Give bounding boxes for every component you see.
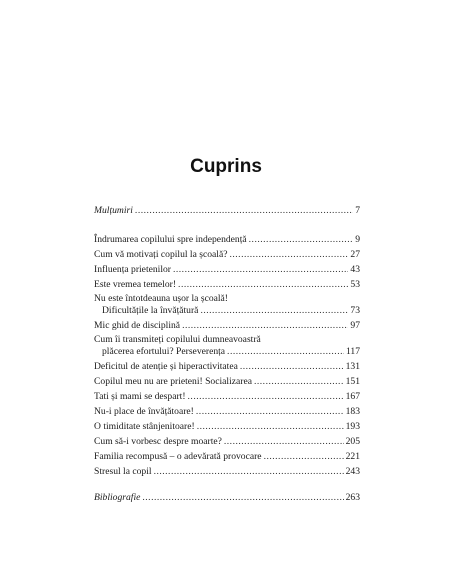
toc-entry	[94, 234, 360, 246]
toc-entry-title: Dificultățile la învățătură	[102, 305, 199, 316]
toc-entry-page: 97	[350, 320, 360, 331]
toc-entry-title: Bibliografie	[94, 492, 141, 503]
toc-leader-dots	[154, 466, 344, 478]
toc-entry-title: O timiditate stânjenitoare!	[94, 421, 195, 432]
toc-entry	[94, 361, 360, 373]
toc-entry-title: Este vremea temelor!	[94, 279, 177, 290]
toc-leader-dots	[229, 249, 348, 261]
toc-entry	[94, 406, 360, 418]
toc-entry-page: 205	[345, 436, 360, 447]
toc-entry-continuation	[94, 346, 360, 358]
toc-entry-page: 243	[345, 466, 360, 477]
toc-leader-dots	[240, 361, 344, 373]
toc-entry-title: Copilul meu nu are prieteni! Socializarea	[94, 376, 252, 387]
toc-leader-dots	[197, 421, 344, 433]
toc-leader-dots	[178, 279, 348, 291]
toc-entry-title: Tati și mami se despart!	[94, 391, 186, 402]
toc-entry	[94, 391, 360, 403]
toc-entry	[94, 293, 360, 305]
toc-entry-title: Familia recompusă – o adevărată provocare	[94, 451, 262, 462]
toc-entry-continuation	[94, 305, 360, 317]
toc-entry-title: Mulțumiri	[94, 205, 133, 216]
toc-entry-title: Stresul la copil	[94, 466, 152, 477]
toc-leader-dots	[224, 436, 344, 448]
toc-entry	[94, 334, 360, 346]
toc-entry-page: 53	[350, 279, 360, 290]
toc-entry-page: 73	[350, 305, 360, 316]
toc-entry	[94, 320, 360, 332]
toc-entry-page: 221	[345, 451, 360, 462]
toc-leader-dots	[173, 264, 348, 276]
toc-entry-page: 183	[345, 406, 360, 417]
toc-entry-title: Mic ghid de disciplină	[94, 320, 181, 331]
toc-entry	[94, 264, 360, 276]
toc-leader-dots	[249, 234, 354, 246]
toc-entry	[94, 436, 360, 448]
toc-entry-page: 7	[355, 205, 360, 216]
toc-leader-dots	[264, 451, 344, 463]
toc-entry	[94, 279, 360, 291]
toc-entry	[94, 421, 360, 433]
toc-entry-title: Nu este întotdeauna ușor la școală!	[94, 293, 228, 304]
page-title: Cuprins	[190, 156, 262, 177]
toc-entry-page: 263	[345, 492, 360, 503]
toc-leader-dots	[227, 346, 344, 358]
toc-entry-page: 43	[350, 264, 360, 275]
toc-entry	[94, 466, 360, 478]
toc-entry-page: 193	[345, 421, 360, 432]
toc-entry	[94, 249, 360, 261]
toc-leader-dots	[254, 376, 344, 388]
toc-entry-page: 167	[345, 391, 360, 402]
toc-entry-title: Deficitul de atenție și hiperactivitatea	[94, 361, 238, 372]
toc-entry	[94, 205, 360, 217]
toc-entry-page: 27	[350, 249, 360, 260]
toc-leader-dots	[196, 406, 344, 418]
toc-entry-page: 151	[345, 376, 360, 387]
toc-entry-title: Îndrumarea copilului spre independență	[94, 234, 247, 245]
toc-entry	[94, 376, 360, 388]
toc-entry	[94, 451, 360, 463]
toc-entry-page: 9	[355, 234, 360, 245]
toc-leader-dots	[142, 492, 343, 504]
toc-leader-dots	[200, 305, 348, 317]
toc-leader-dots	[188, 391, 344, 403]
toc-entry-title: Nu-i place de învățătoare!	[94, 406, 194, 417]
toc-entry-page: 117	[345, 346, 360, 357]
toc-entry-title: Cum vă motivați copilul la școală?	[94, 249, 228, 260]
toc-entry-title: plăcerea efortului? Perseverența	[102, 346, 226, 357]
toc-entry	[94, 492, 360, 504]
toc-entry-page: 131	[345, 361, 360, 372]
toc-leader-dots	[135, 205, 353, 217]
toc-entry-title: Cum îi transmiteți copilului dumneavoastră	[94, 334, 261, 345]
toc-entry-title: Cum să-i vorbesc despre moarte?	[94, 436, 222, 447]
toc-entry-title: Influența prietenilor	[94, 264, 171, 275]
toc-leader-dots	[182, 320, 348, 332]
